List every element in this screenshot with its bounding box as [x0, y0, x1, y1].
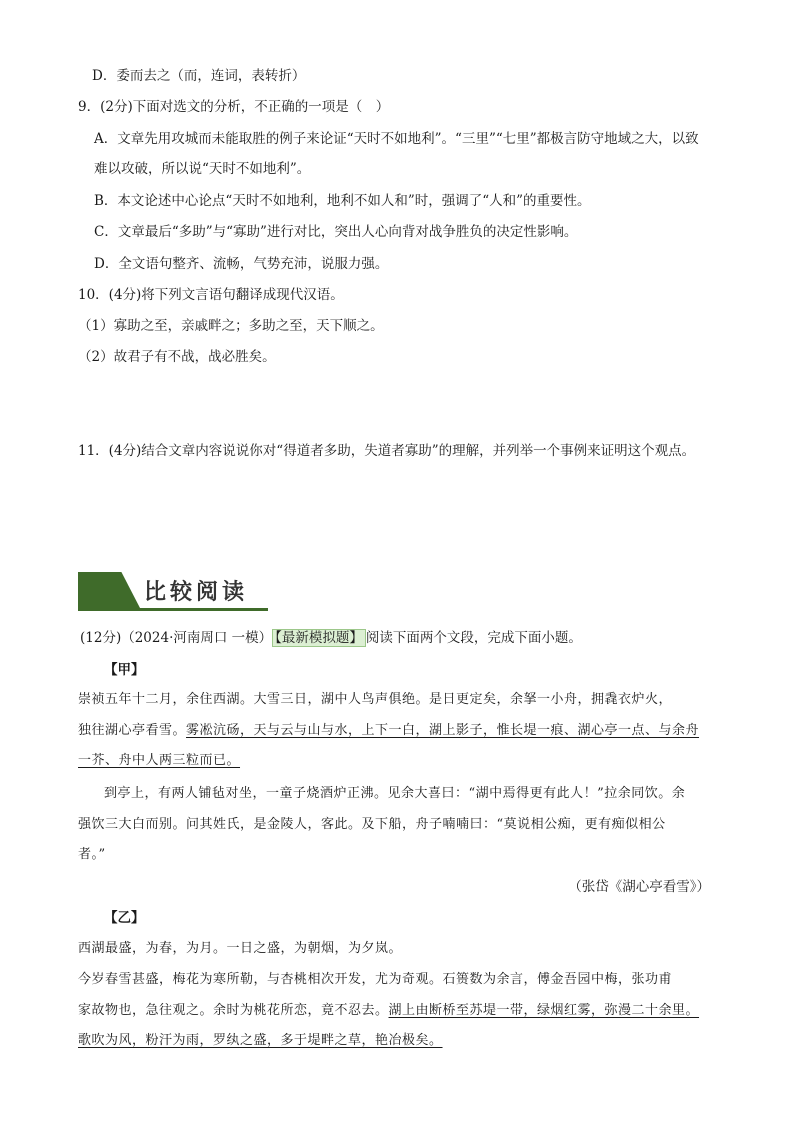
section-banner — [78, 572, 268, 612]
jia-p1-line1: 崇祯五年十二月，余住西湖。大雪三日，湖中人鸟声俱绝。是日更定矣，余拏一小舟，拥毳衣炉火， — [78, 692, 673, 707]
yi-p2-line3: 歌吹为风，粉汗为雨，罗纨之盛，多于堤畔之草，艳冶极矣。 — [78, 1033, 443, 1048]
q9-option-b: B．本文论述中心论点“天时不如地利，地利不如人和”时，强调了“人和”的重要性。 — [94, 193, 591, 209]
q9-option-c: C．文章最后“多助”与“寡助”进行对比，突出人心向背对战争胜负的决定性影响。 — [94, 224, 578, 240]
q9-option-d: D．全文语句整齐、流畅，气势充沛，说服力强。 — [94, 256, 389, 272]
jia-p1-line2-a: 独往湖心亭看雪。 — [78, 723, 187, 738]
q9-stem: 9．(2分)下面对选文的分析，不正确的一项是（ ） — [78, 99, 390, 115]
q10-item-1: （1）寡助之至，亲戚畔之；多助之至，天下顺之。 — [78, 318, 384, 334]
intro-suffix: 阅读下面两个文段，完成下面小题。 — [365, 630, 582, 646]
jia-p1-line2 — [78, 721, 699, 741]
yi-underlined-1: 湖上由断桥至苏堤一带，绿烟红雾，弥漫二十余里。 — [388, 1003, 700, 1018]
yi-p2-line2 — [78, 1001, 699, 1021]
newest-tag: 【最新模拟题】 — [272, 629, 366, 647]
q10-item-2: （2）故君子有不战，战必胜矣。 — [78, 349, 276, 365]
banner-shape — [78, 572, 140, 608]
q10-stem: 10．(4分)将下列文言语句翻译成现代汉语。 — [78, 287, 344, 303]
section-title: 比较阅读 — [144, 580, 249, 605]
banner-underline — [78, 608, 268, 611]
yi-p2-line1: 今岁春雪甚盛，梅花为寒所勒，与杏桃相次开发，尤为奇观。石篑数为余言，傅金吾园中梅，张功甫 — [78, 972, 673, 987]
q8-option-d: D．委而去之（而，连词，表转折） — [92, 68, 306, 84]
jia-p2-line2: 强饮三大白而别。问其姓氏，是金陵人，客此。及下船，舟子喃喃曰：“莫说相公痴，更有痴似相公 — [78, 817, 666, 832]
q9-option-a-line2: 难以攻破，所以说“天时不如地利”。 — [94, 161, 311, 177]
yi-p1: 西湖最盛，为春，为月。一日之盛，为朝烟，为夕岚。 — [78, 941, 403, 956]
passage-yi-label: 【乙】 — [104, 910, 145, 926]
yi-p2-line2-a: 家故物也，急往观之。余时为桃花所恋，竟不忍去。 — [78, 1003, 389, 1018]
passage-jia-label: 【甲】 — [104, 662, 145, 678]
q9-option-a-line1: A．文章先用攻城而未能取胜的例子来论证“天时不如地利”。“三里”“七里”都极言防守地域之大，以致 — [94, 131, 699, 147]
intro-prefix: (12分)（2024·河南周口 一模） — [80, 630, 273, 646]
jia-p2-line3: 者。” — [78, 847, 106, 862]
jia-p2-line1: 到亭上，有两人铺毡对坐，一童子烧酒炉正沸。见余大喜曰：“湖中焉得更有此人！”拉余同饮。余 — [104, 786, 686, 801]
jia-p1-line3: 一芥、舟中人两三粒而已。 — [78, 753, 241, 768]
jia-underlined-1: 雾凇沆砀，天与云与山与水，上下一白，湖上影子，惟长堤一痕、湖心亭一点、与余舟 — [186, 723, 700, 738]
jia-source: （张岱《湖心亭看雪》） — [568, 879, 710, 895]
q11-stem: 11．(4分)结合文章内容说说你对“得道者多助，失道者寡助”的理解，并列举一个事例来证明这个观点。 — [78, 443, 696, 459]
reading-intro — [80, 628, 582, 648]
